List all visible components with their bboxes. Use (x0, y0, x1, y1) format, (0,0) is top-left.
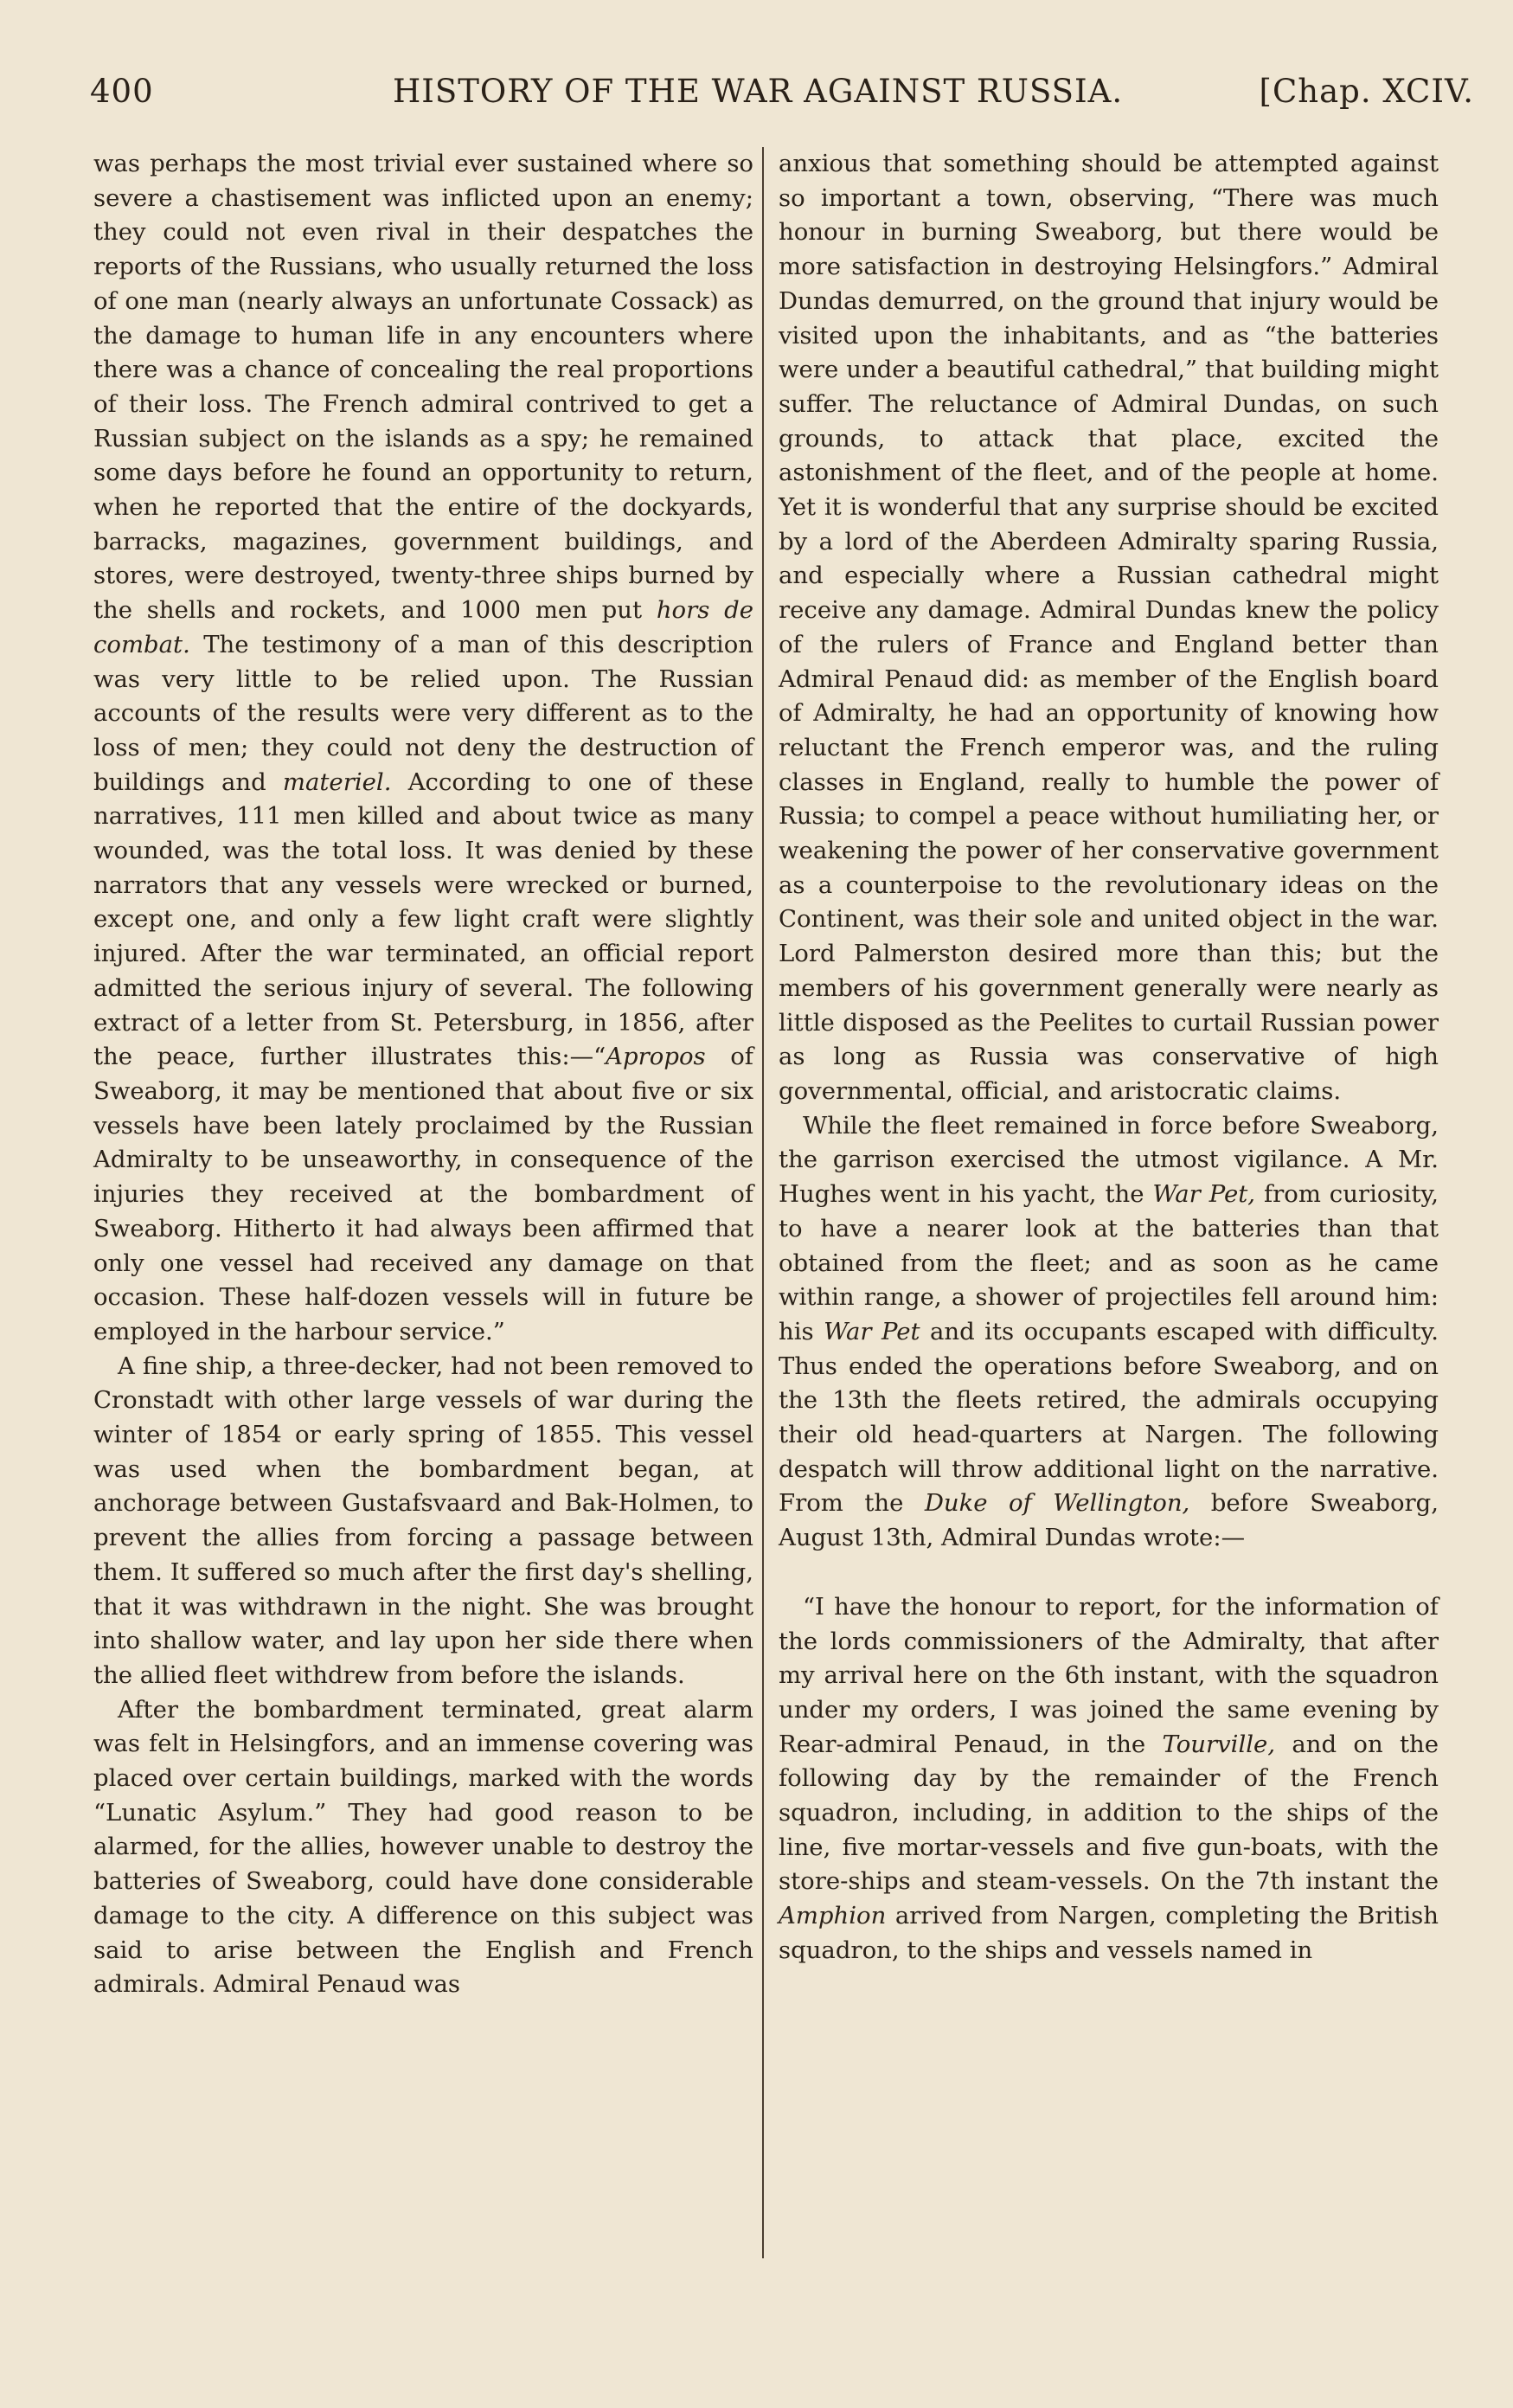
despatch-quote: “I have the honour to report, for the information of the lords commissioners of the Admiralty, that after my arrival here on the 6th instant, with the squadron under my orders, I was joined the same evening by Rear-admiral Penaud, in the Tourville, and on the following day by the remainder of the French squadron, including, in addition to the ships of the line, five mortar-vessels and five gun-boats, with the store-ships and steam-vessels. On the 7th instant the Amphion arrived from Nargen, completing the British squadron, to the ships and vessels named in (779, 1592, 1439, 1964)
running-header (90, 73, 1474, 125)
page-number: 400 (90, 73, 154, 110)
right-column (779, 147, 1439, 1968)
running-title: HISTORY OF THE WAR AGAINST RUSSIA. (393, 73, 1124, 110)
left-paragraph-1: was perhaps the most trivial ever sustained where so severe a chastisement was inflicted upon an enemy; they could not even rival in their despatches the reports of the Russians, who usually returned the loss of one man (nearly always an unfortunate Cossack) as the damage to human life in any encounters where there was a chance of concealing the real proportions of their loss. The French admiral contrived to get a Russian subject on the islands as a spy; he remained some days before he found an opportunity to return, when he reported that the entire of the dockyards, barracks, magazines, government buildings, and stores, were destroyed, twenty-three ships burned by the shells and rockets, and 1000 men put hors de combat. The testimony of a man of this description was very little to be relied upon. The Russian accounts of the results were very different as to the loss of men; they could not deny the destruction of buildings and materiel. According to one of these narratives, 111 men killed and about twice as many wounded, was the total loss. It was denied by these narrators that any vessels were wrecked or burned, except one, and only a few light craft were slightly injured. After the war terminated, an official report admitted the serious injury of several. The following extract of a letter from St. Petersburg, in 1856, after the peace, further illustrates this:—“Apropos of Sweaborg, it may be mentioned that about five or six vessels have been lately proclaimed by the Russian Admiralty to be unseaworthy, in consequence of the injuries they received at the bombardment of Sweaborg. Hitherto it had always been affirmed that only one vessel had received any damage on that occasion. These half-dozen vessels will in future be employed in the harbour service.” (93, 150, 753, 1345)
right-paragraph-1: anxious that something should be attempted against so important a town, observing, “There was much honour in burning Sweaborg, but there would be more satisfaction in destroying Helsingfors.” Admiral Dundas demurred, on the ground that injury would be visited upon the inhabitants, and as “the batteries were under a beautiful cathedral,” that building might suffer. The reluctance of Admiral Dundas, on such grounds, to attack that place, excited the astonishment of the fleet, and of the people at home. Yet it is wonderful that any surprise should be excited by a lord of the Aberdeen Admiralty sparing Russia, and especially where a Russian cathedral might receive any damage. Admiral Dundas knew the policy of the rulers of France and England better than Admiral Penaud did: as member of the English board of Admiralty, he had an opportunity of knowing how reluctant the French emperor was, and the ruling classes in England, really to humble the power of Russia; to compel a peace without humiliating her, or weakening the power of her conservative government as a counterpoise to the revolutionary ideas on the Continent, was their sole and united object in the war. Lord Palmerston desired more than this; but the members of his government generally were nearly as little disposed as the Peelites to curtail Russian power as long as Russia was conservative of high governmental, official, and aristocratic claims. (779, 150, 1439, 1105)
left-paragraph-3: After the bombardment terminated, great alarm was felt in Helsingfors, and an immense covering was placed over certain buildings, marked with the words “Lunatic Asylum.” They had good reason to be alarmed, for the allies, however unable to destroy the batteries of Sweaborg, could have done considerable damage to the city. A difference on this subject was said to arise between the English and French admirals. Admiral Penaud was (93, 1695, 753, 1999)
chapter-label: [Chap. XCIV. (1259, 73, 1474, 110)
right-paragraph-2: While the fleet remained in force before Sweaborg, the garrison exercised the utmost vigilance. A Mr. Hughes went in his yacht, the War Pet, from curiosity, to have a nearer look at the batteries than that obtained from the fleet; and as soon as he came within range, a shower of projectiles fell around him: his War Pet and its occupants escaped with difficulty. Thus ended the operations before Sweaborg, and on the 13th the fleets retired, the admirals occupying their old head-quarters at Nargen. The following despatch will throw additional light on the narrative. From the Duke of Wellington, before Sweaborg, August 13th, Admiral Dundas wrote:— (779, 1111, 1439, 1552)
left-column (93, 147, 753, 2002)
column-divider (762, 147, 764, 2258)
left-paragraph-2: A fine ship, a three-decker, had not been removed to Cronstadt with other large vessels of war during the winter of 1854 or early spring of 1855. This vessel was used when the bombardment began, at anchorage between Gustafsvaard and Bak-Holmen, to prevent the allies from forcing a passage between them. It suffered so much after the first day's shelling, that it was withdrawn in the night. She was brought into shallow water, and lay upon her side there when the allied fleet withdrew from before the islands. (93, 1352, 753, 1689)
